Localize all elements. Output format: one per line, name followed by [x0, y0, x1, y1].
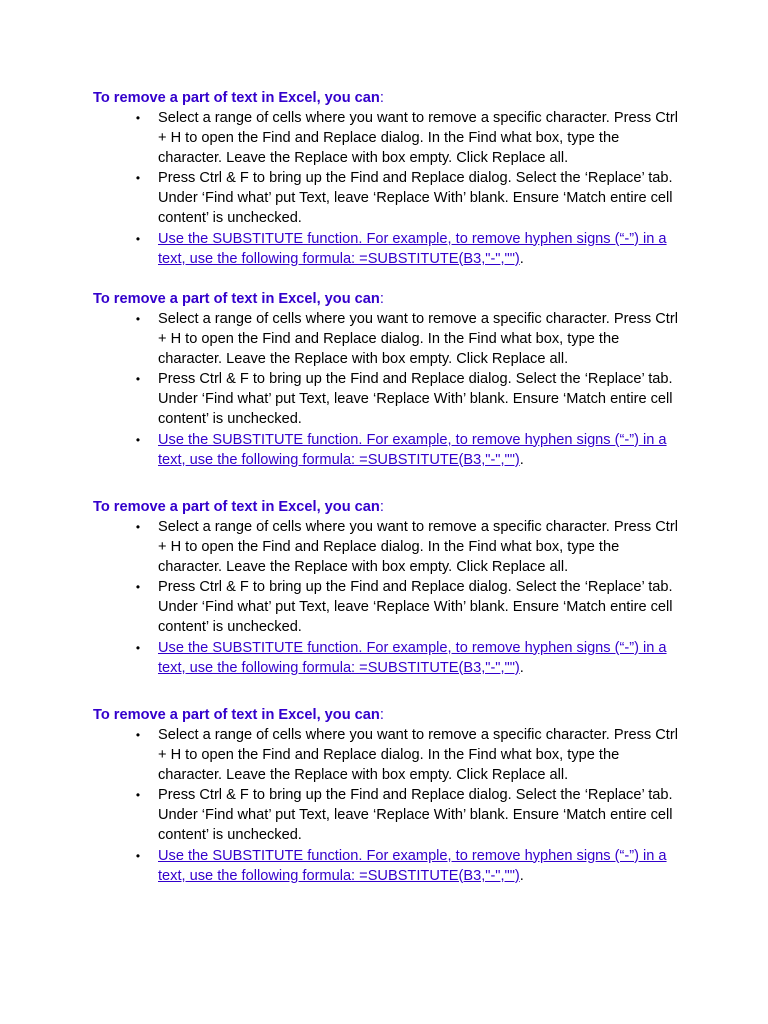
- bullet-icon: •: [135, 788, 141, 803]
- list-item: [93, 168, 678, 228]
- list-item: [93, 369, 678, 429]
- bullet-icon: •: [135, 432, 141, 447]
- bullet-icon: •: [135, 111, 141, 125]
- section-heading: [93, 88, 693, 108]
- bullet-icon: •: [135, 640, 141, 655]
- section-heading-text: To remove a part of text in Excel, you can: [93, 90, 380, 106]
- section-heading-text: To remove a part of text in Excel, you can: [93, 291, 380, 307]
- list-item: [93, 309, 678, 369]
- section-heading-colon: :: [379, 291, 384, 307]
- list-item-text: Press Ctrl & F to bring up the Find and Replace dialog. Select the ‘Replace’ tab. Under ‘Find what’ put Text, leave ‘Replace With’ blank. Ensure ‘Match entire cell content’ is unchecked.: [158, 371, 673, 428]
- list-item-text: Press Ctrl & F to bring up the Find and Replace dialog. Select the ‘Replace’ tab. Under ‘Find what’ put Text, leave ‘Replace With’ blank. Ensure ‘Match entire cell content’ is unchecked.: [158, 579, 673, 636]
- list-item-text: Select a range of cells where you want to remove a specific character. Press Ctrl + H to open the Find and Replace dialog. In the Find what box, type the character. Leave the Replace with box empty. Click Replace all.: [158, 311, 678, 368]
- section-heading-colon: :: [379, 707, 384, 723]
- list-item: [93, 108, 678, 168]
- substitute-function-link[interactable]: Use the SUBSTITUTE function. For example, to remove hyphen signs (“-”) in a text, use the following formula: =SUBSTITUTE(B3,"-",""): [158, 639, 667, 676]
- list-item-trailing-period: .: [519, 867, 524, 884]
- section-heading-text: To remove a part of text in Excel, you can: [93, 499, 380, 515]
- list-item: [93, 846, 678, 886]
- substitute-function-link[interactable]: Use the SUBSTITUTE function. For example, to remove hyphen signs (“-”) in a text, use the following formula: =SUBSTITUTE(B3,"-",""): [158, 230, 667, 267]
- section-2: [93, 289, 693, 470]
- section-heading: [93, 497, 693, 517]
- list-item: [93, 430, 678, 470]
- list-item-text: Press Ctrl & F to bring up the Find and Replace dialog. Select the ‘Replace’ tab. Under ‘Find what’ put Text, leave ‘Replace With’ blank. Ensure ‘Match entire cell content’ is unchecked.: [158, 170, 673, 227]
- bullet-icon: •: [135, 580, 141, 595]
- section-heading: [93, 289, 693, 309]
- list-item-text: Select a range of cells where you want to remove a specific character. Press Ctrl + H to open the Find and Replace dialog. In the Find what box, type the character. Leave the Replace with box empty. Click Replace all.: [158, 519, 678, 576]
- bullet-list: [93, 517, 693, 678]
- list-item: [93, 517, 678, 577]
- bullet-list: [93, 309, 693, 470]
- list-item: [93, 229, 678, 269]
- section-4: [93, 705, 693, 886]
- list-item-text: Select a range of cells where you want to remove a specific character. Press Ctrl + H to open the Find and Replace dialog. In the Find what box, type the character. Leave the Replace with box empty. Click Replace all.: [158, 727, 678, 784]
- section-1: [93, 88, 693, 269]
- bullet-icon: •: [135, 372, 141, 387]
- substitute-function-link[interactable]: Use the SUBSTITUTE function. For example, to remove hyphen signs (“-”) in a text, use the following formula: =SUBSTITUTE(B3,"-",""): [158, 847, 667, 884]
- section-heading-colon: :: [379, 90, 384, 106]
- bullet-list: [93, 108, 693, 269]
- bullet-icon: •: [135, 848, 141, 863]
- bullet-icon: •: [135, 520, 141, 534]
- list-item-text: Press Ctrl & F to bring up the Find and Replace dialog. Select the ‘Replace’ tab. Under ‘Find what’ put Text, leave ‘Replace With’ blank. Ensure ‘Match entire cell content’ is unchecked.: [158, 787, 673, 844]
- list-item-trailing-period: .: [519, 659, 524, 676]
- bullet-icon: •: [135, 231, 141, 246]
- list-item-text: Select a range of cells where you want to remove a specific character. Press Ctrl + H to open the Find and Replace dialog. In the Find what box, type the character. Leave the Replace with box empty. Click Replace all.: [158, 110, 678, 167]
- section-heading: [93, 705, 693, 725]
- bullet-list: [93, 725, 693, 886]
- section-heading-text: To remove a part of text in Excel, you can: [93, 707, 380, 723]
- section-3: [93, 497, 693, 678]
- section-heading-colon: :: [379, 499, 384, 515]
- list-item-trailing-period: .: [519, 451, 524, 468]
- bullet-icon: •: [135, 312, 141, 326]
- list-item: [93, 638, 678, 678]
- bullet-icon: •: [135, 728, 141, 742]
- list-item: [93, 785, 678, 845]
- substitute-function-link[interactable]: Use the SUBSTITUTE function. For example, to remove hyphen signs (“-”) in a text, use the following formula: =SUBSTITUTE(B3,"-",""): [158, 431, 667, 468]
- list-item: [93, 725, 678, 785]
- list-item: [93, 577, 678, 637]
- bullet-icon: •: [135, 171, 141, 186]
- list-item-trailing-period: .: [519, 250, 524, 267]
